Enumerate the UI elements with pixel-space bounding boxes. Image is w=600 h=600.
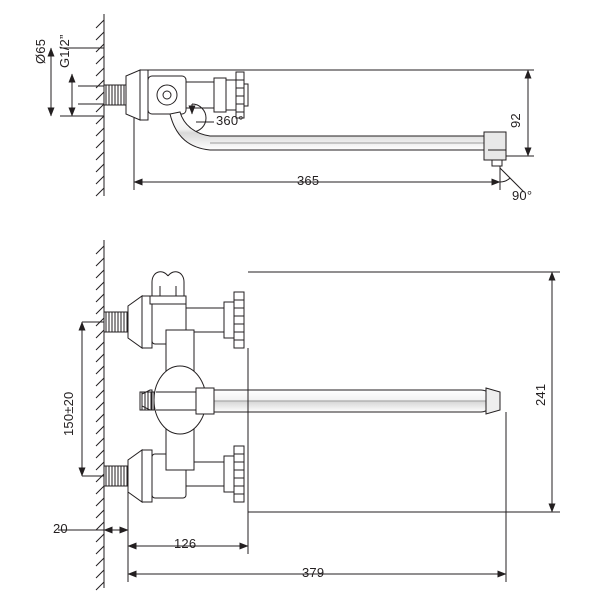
dimension-label-thread: G1/2” <box>57 34 72 68</box>
dimension-label-spout-length: 365 <box>297 173 320 188</box>
dimension-label-center-distance: 150±20 <box>61 391 76 436</box>
dimension-label-body-depth: 126 <box>174 536 197 551</box>
dimension-label-wall-offset: 20 <box>53 521 68 536</box>
dimension-label-overall-length: 379 <box>302 565 325 580</box>
dimension-label-outlet-angle: 90° <box>512 188 533 203</box>
dimension-label-swivel: 360° <box>216 113 244 128</box>
dimension-label-total-height: 241 <box>533 383 548 406</box>
dimension-label-diameter: Ø65 <box>33 38 48 64</box>
dimension-label-spout-height: 92 <box>508 113 523 128</box>
